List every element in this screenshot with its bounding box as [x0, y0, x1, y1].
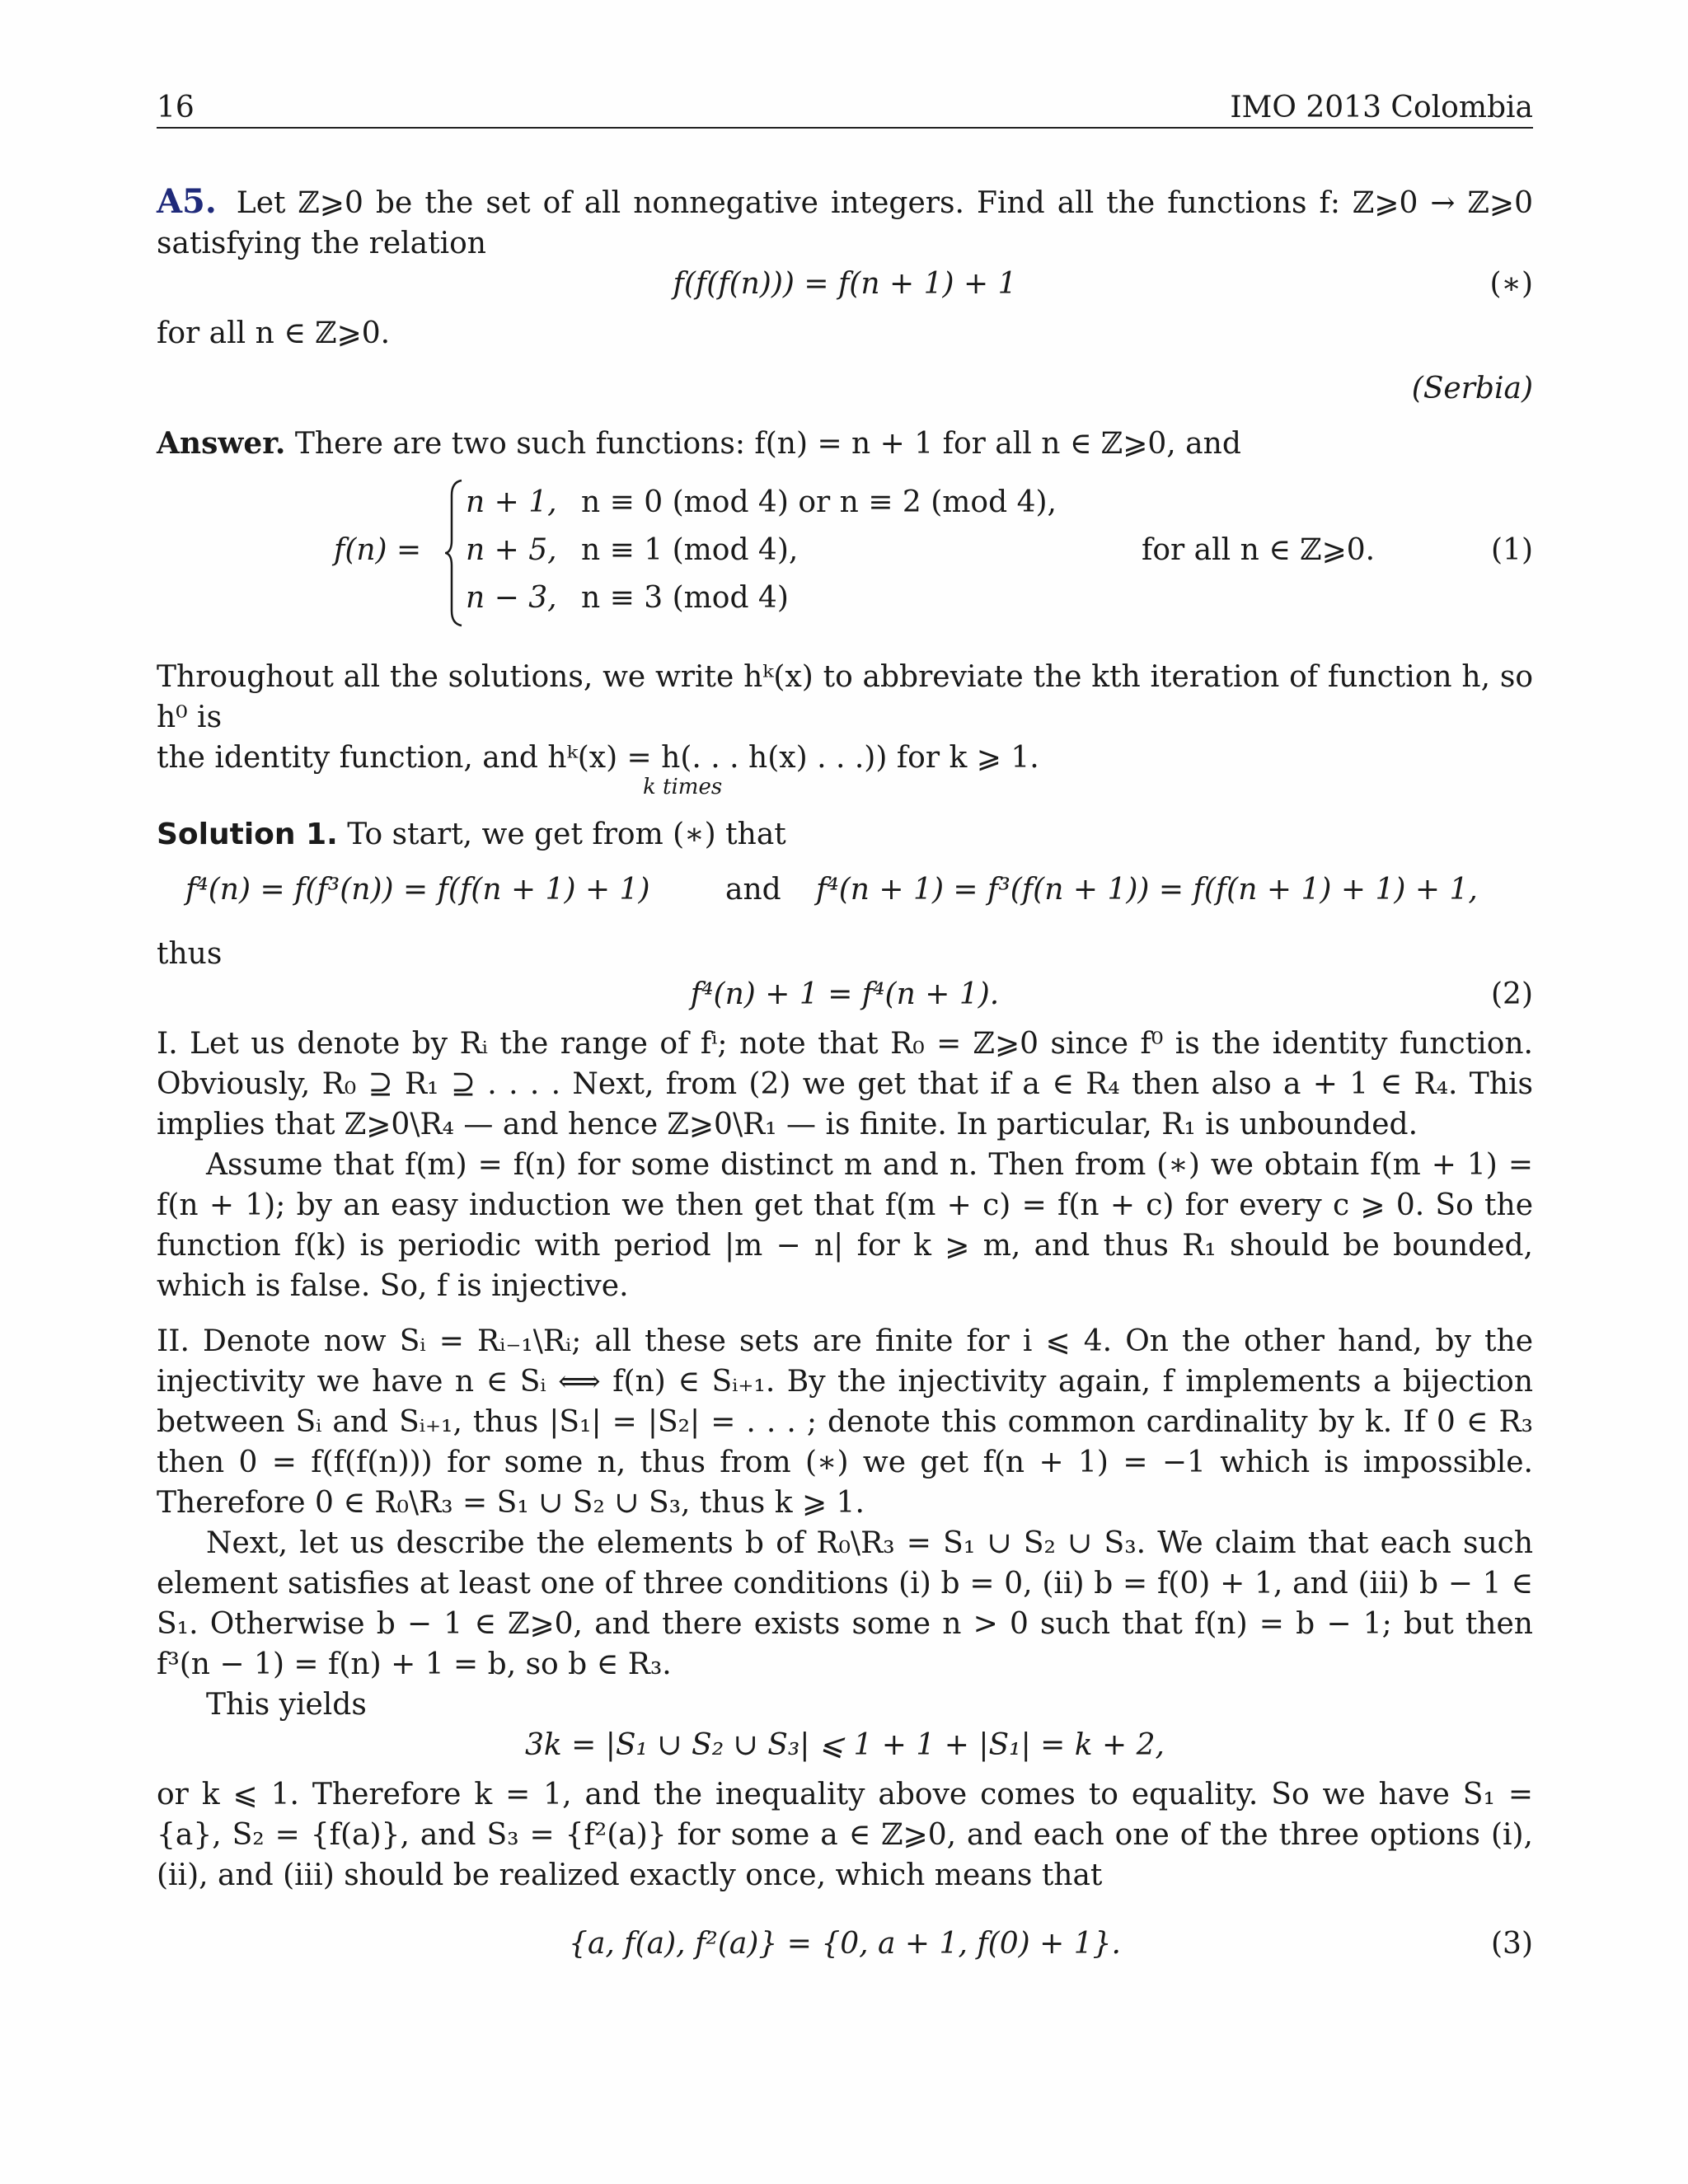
underbrace-label: k times [643, 775, 723, 799]
notation-line-1: Throughout all the solutions, we write hᵏ(x) to abbreviate the kth iteration of function h, so h⁰ is [157, 660, 1533, 734]
piecewise-function [157, 479, 1533, 632]
relation-equation: f(f(f(n))) = f(n + 1) + 1 [673, 267, 1017, 301]
case-row: n − 3, n ≡ 3 (mod 4) [466, 581, 789, 615]
left-brace [445, 479, 463, 627]
inequality-display [157, 1725, 1533, 1774]
page-header [157, 86, 1533, 129]
answer-label: Answer. [157, 426, 286, 461]
thus-word: thus [157, 937, 223, 971]
part2-paragraph-1: II. Denote now Sᵢ = Rᵢ₋₁\Rᵢ; all these sets are finite for i ⩽ 4. On the other hand, by the injectivity we have n ∈ Sᵢ ⟺ f(n) ∈ Sᵢ₊₁. By the injectivity again, f implements a bijection between Sᵢ and Sᵢ₊₁, thus |S₁| = |S₂| = . . . ; denote this common cardinality by k. If 0 ∈ R₃ then 0 = f(f(f(n))) for some n, thus from (∗) we get f(n + 1) = −1 which is impossible. Therefore 0 ∈ R₀\R₃ = S₁ ∪ S₂ ∪ S₃, thus k ⩾ 1. [157, 1324, 1533, 1520]
problem-domain: for all n ∈ ℤ⩾0. [157, 316, 391, 350]
answer-line [157, 424, 1533, 464]
eq3-display [157, 1924, 1533, 1973]
relation-display [157, 264, 1533, 313]
eq3-equation: {a, f(a), f²(a)} = {0, a + 1, f(0) + 1}. [569, 1927, 1121, 1961]
notation-line-2: the identity function, and hᵏ(x) = h(. . . h(x) . . .)) for k ⩾ 1. [157, 741, 1039, 775]
page-number: 16 [157, 91, 195, 124]
problem-text: Let ℤ⩾0 be the set of all nonnegative integers. Find all the functions f: ℤ⩾0 → ℤ⩾0 satisfying the relation [157, 186, 1533, 260]
eq2-equation: f⁴(n) + 1 = f⁴(n + 1). [690, 977, 1000, 1011]
solution-intro: Solution 1. To start, we get from (∗) that [157, 818, 786, 851]
case-tag: (1) [1491, 533, 1533, 567]
f4-right-equation: f⁴(n + 1) = f³(f(n + 1)) = f(f(n + 1) + 1) + 1, [816, 873, 1478, 907]
relation-tag: (∗) [1489, 267, 1533, 301]
eq3-tag: (3) [1491, 1927, 1533, 1961]
answer-text: There are two such functions: f(n) = n + 1 for all n ∈ ℤ⩾0, and [294, 427, 1241, 461]
f4-left-equation: f⁴(n) = f(f³(n)) = f(f(n + 1) + 1) [185, 873, 650, 907]
part2-paragraph-4: or k ⩽ 1. Therefore k = 1, and the inequality above comes to equality. So we have S₁ = {a}, S₂ = {f(a)}, and S₃ = {f²(a)} for some a ∈ ℤ⩾0, and each one of the three options (i), (ii), and (iii) should be realized exactly once, which means that [157, 1778, 1533, 1892]
problem-statement [157, 181, 1533, 264]
case-rows [466, 479, 1057, 622]
problem-label: A5. [157, 182, 217, 221]
f4-display [157, 869, 1533, 919]
eq2-display [157, 974, 1533, 1024]
part2-paragraph-2: Next, let us describe the elements b of R₀\R₃ = S₁ ∪ S₂ ∪ S₃. We claim that each such element satisfies at least one of three conditions (i) b = 0, (ii) b = f(0) + 1, and (iii) b − 1 ∈ S₁. Otherwise b − 1 ∈ ℤ⩾0, and there exists some n > 0 such that f(n) = b − 1; but then f³(n − 1) = f(n) + 1 = b, so b ∈ R₃. [157, 1526, 1533, 1681]
piecewise-lhs: f(n) = [334, 533, 422, 567]
part2-paragraph-3: This yields [206, 1688, 367, 1722]
part1-paragraph-2: Assume that f(m) = f(n) for some distinct m and n. Then from (∗) we obtain f(m + 1) = f(n + 1); by an easy induction we then get that f(m + c) = f(n + c) for every c ⩾ 0. So the function f(k) is periodic with period |m − n| for k ⩾ m, and thus R₁ should be bounded, which is false. So, f is injective. [157, 1148, 1533, 1303]
running-title: IMO 2013 Colombia [1230, 91, 1533, 124]
problem-country: (Serbia) [1411, 372, 1533, 405]
solution-label: Solution 1. [157, 818, 338, 851]
case-row: n + 1, n ≡ 0 (mod 4) or n ≡ 2 (mod 4), [466, 485, 1057, 519]
page-body [157, 181, 1533, 1973]
f4-and: and [725, 873, 781, 907]
inequality-equation: 3k = |S₁ ∪ S₂ ∪ S₃| ⩽ 1 + 1 + |S₁| = k + 2, [525, 1728, 1165, 1762]
eq2-tag: (2) [1491, 977, 1533, 1011]
case-forall: for all n ∈ ℤ⩾0. [1142, 533, 1376, 567]
case-row: n + 5, n ≡ 1 (mod 4), [466, 533, 799, 567]
part1-paragraph-1: I. Let us denote by Rᵢ the range of fⁱ; note that R₀ = ℤ⩾0 since f⁰ is the identity function. Obviously, R₀ ⊇ R₁ ⊇ . . . . Next, from (2) we get that if a ∈ R₄ then also a + 1 ∈ R₄. This implies that ℤ⩾0\R₄ — and hence ℤ⩾0\R₁ — is finite. In particular, R₁ is unbounded. [157, 1027, 1533, 1141]
